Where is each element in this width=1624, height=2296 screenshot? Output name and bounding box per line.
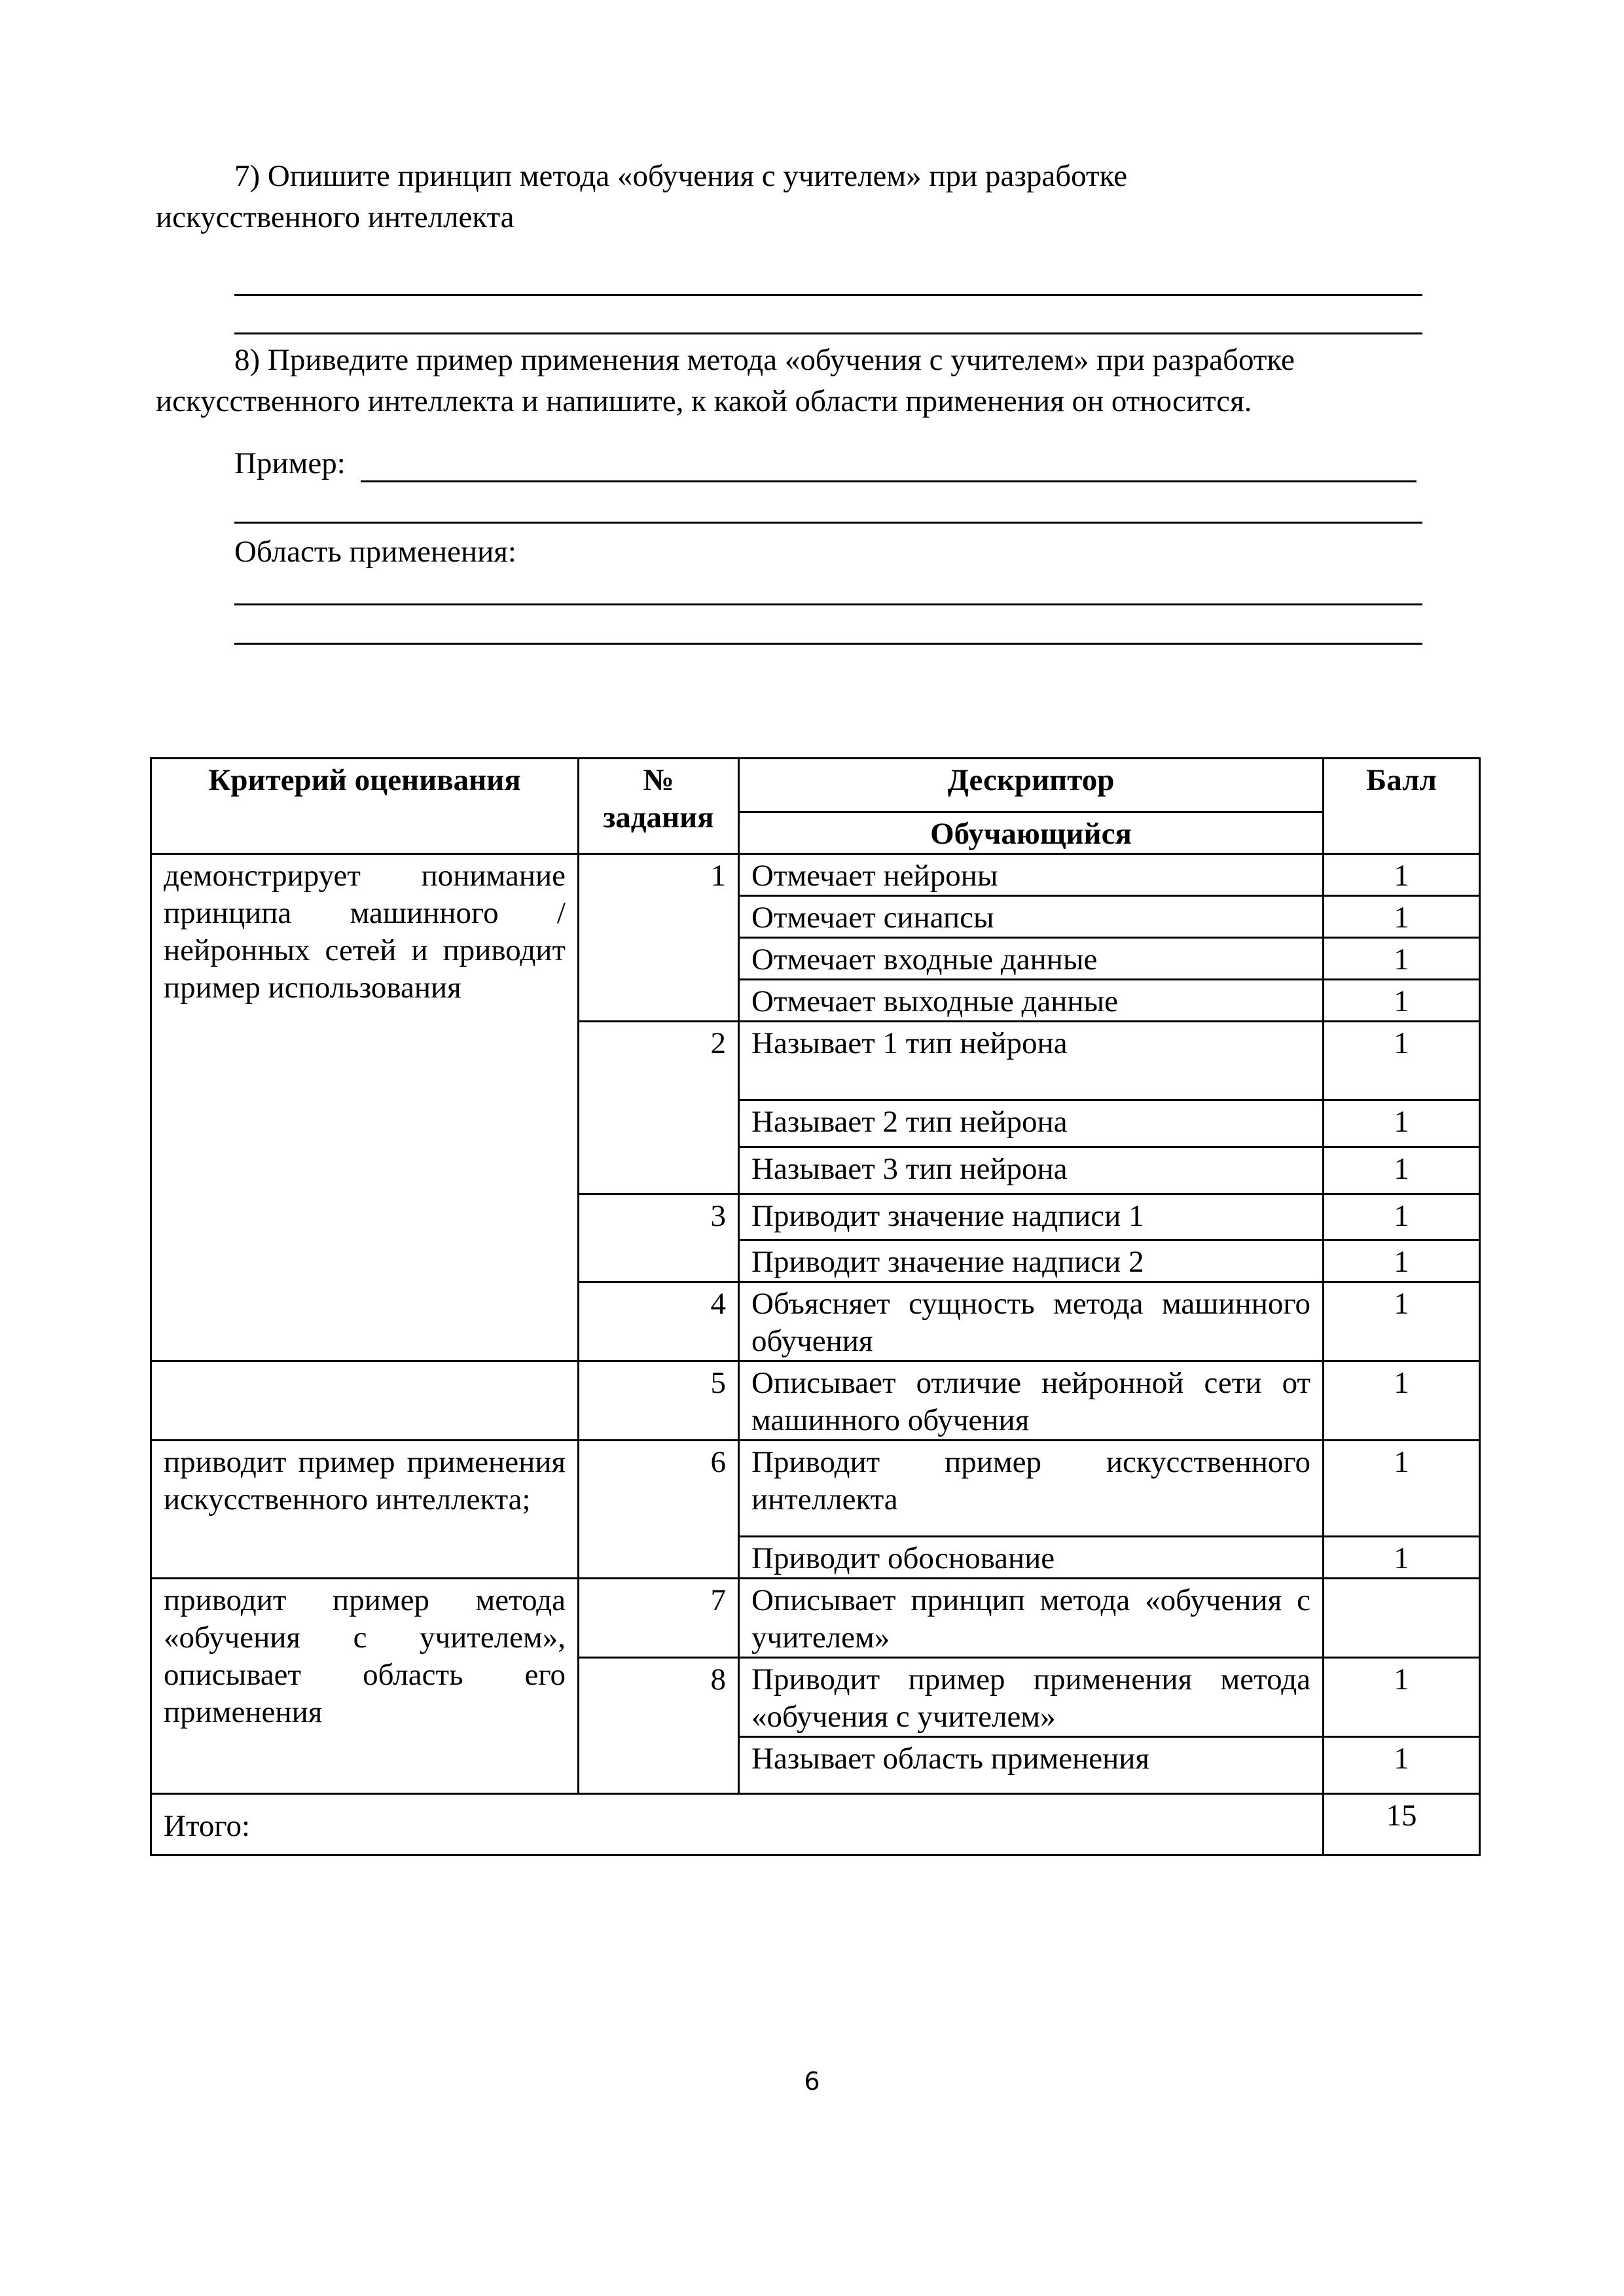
score-cell: 1 (1324, 1737, 1480, 1794)
total-row (151, 1794, 1480, 1856)
table-row (151, 1361, 1480, 1441)
example-label: Пример: (234, 446, 346, 480)
answer-line[interactable] (234, 332, 1422, 334)
table-row (151, 1579, 1480, 1658)
score-cell: 1 (1324, 1282, 1480, 1361)
page-number: 6 (804, 2067, 820, 2096)
question-8-line-1: 8) Приведите пример применения метода «обучения с учителем» при разработке (234, 343, 1295, 377)
descriptor-cell: Отмечает выходные данные (739, 980, 1324, 1022)
descriptor-cell: Приводит пример применения метода «обучения с учителем» (739, 1658, 1324, 1737)
table-row (151, 1441, 1480, 1537)
score-cell: 1 (1324, 1537, 1480, 1579)
score-cell: 1 (1324, 1100, 1480, 1147)
empty-criterion-cell (151, 1361, 579, 1441)
descriptor-cell: Отмечает синапсы (739, 896, 1324, 938)
question-7-line-2: искусственного интеллекта (156, 200, 514, 234)
total-score: 15 (1324, 1794, 1480, 1856)
descriptor-cell: Приводит значение надписи 1 (739, 1194, 1324, 1240)
descriptor-cell: Называет 1 тип нейрона (739, 1022, 1324, 1100)
assessment-table (150, 757, 1481, 1856)
header-task-number: № задания (579, 759, 739, 854)
criterion-cell: демонстрирует понимание принципа машинного / нейронных сетей и приводит пример использования (151, 854, 579, 1361)
score-cell: 1 (1324, 938, 1480, 980)
descriptor-cell: Называет 3 тип нейрона (739, 1147, 1324, 1194)
area-label: Область применения: (234, 535, 516, 569)
answer-line[interactable] (234, 294, 1422, 296)
task-number-cell: 2 (579, 1022, 739, 1194)
descriptor-cell: Отмечает входные данные (739, 938, 1324, 980)
task-number-cell: 7 (579, 1579, 739, 1658)
descriptor-cell: Объясняет сущность метода машинного обучения (739, 1282, 1324, 1361)
descriptor-cell: Называет область применения (739, 1737, 1324, 1794)
total-label: Итого: (151, 1794, 1324, 1856)
area-answer-line[interactable] (234, 603, 1422, 605)
question-7-line-1: 7) Опишите принцип метода «обучения с учителем» при разработке (234, 159, 1128, 193)
task-number-cell: 6 (579, 1441, 739, 1579)
score-cell: 1 (1324, 1441, 1480, 1537)
descriptor-cell: Отмечает нейроны (739, 854, 1324, 896)
score-cell: 1 (1324, 1240, 1480, 1282)
descriptor-cell: Описывает отличие нейронной сети от машинного обучения (739, 1361, 1324, 1441)
score-cell: 1 (1324, 896, 1480, 938)
criterion-cell: приводит пример применения искусственного интеллекта; (151, 1441, 579, 1579)
header-criterion: Критерий оценивания (151, 759, 579, 854)
criterion-cell: приводит пример метода «обучения с учителем», описывает область его применения (151, 1579, 579, 1794)
score-cell: 1 (1324, 1022, 1480, 1100)
area-answer-line[interactable] (234, 643, 1422, 645)
header-descriptor: Дескриптор (739, 759, 1324, 812)
score-cell: 1 (1324, 1147, 1480, 1194)
score-cell: 1 (1324, 854, 1480, 896)
header-learner: Обучающийся (739, 812, 1324, 854)
score-cell: 1 (1324, 1361, 1480, 1441)
example-answer-line[interactable] (234, 522, 1422, 524)
example-answer-line[interactable] (361, 480, 1416, 482)
descriptor-cell: Описывает принцип метода «обучения с учителем» (739, 1579, 1324, 1658)
descriptor-cell: Приводит обоснование (739, 1537, 1324, 1579)
task-number-cell: 3 (579, 1194, 739, 1282)
header-row (151, 759, 1480, 812)
score-cell: 1 (1324, 1658, 1480, 1737)
descriptor-cell: Приводит значение надписи 2 (739, 1240, 1324, 1282)
score-cell: 1 (1324, 1194, 1480, 1240)
question-7 (156, 156, 1465, 238)
score-cell (1324, 1579, 1480, 1658)
task-number-cell: 1 (579, 854, 739, 1022)
descriptor-cell: Называет 2 тип нейрона (739, 1100, 1324, 1147)
table-row (151, 854, 1480, 896)
question-8-line-2: искусственного интеллекта и напишите, к какой области применения он относится. (156, 384, 1252, 418)
task-number-cell: 8 (579, 1658, 739, 1794)
task-number-cell: 4 (579, 1282, 739, 1361)
question-8 (156, 340, 1465, 422)
task-number-cell: 5 (579, 1361, 739, 1441)
score-cell: 1 (1324, 980, 1480, 1022)
header-score: Балл (1324, 759, 1480, 854)
descriptor-cell: Приводит пример искусственного интеллекта (739, 1441, 1324, 1537)
